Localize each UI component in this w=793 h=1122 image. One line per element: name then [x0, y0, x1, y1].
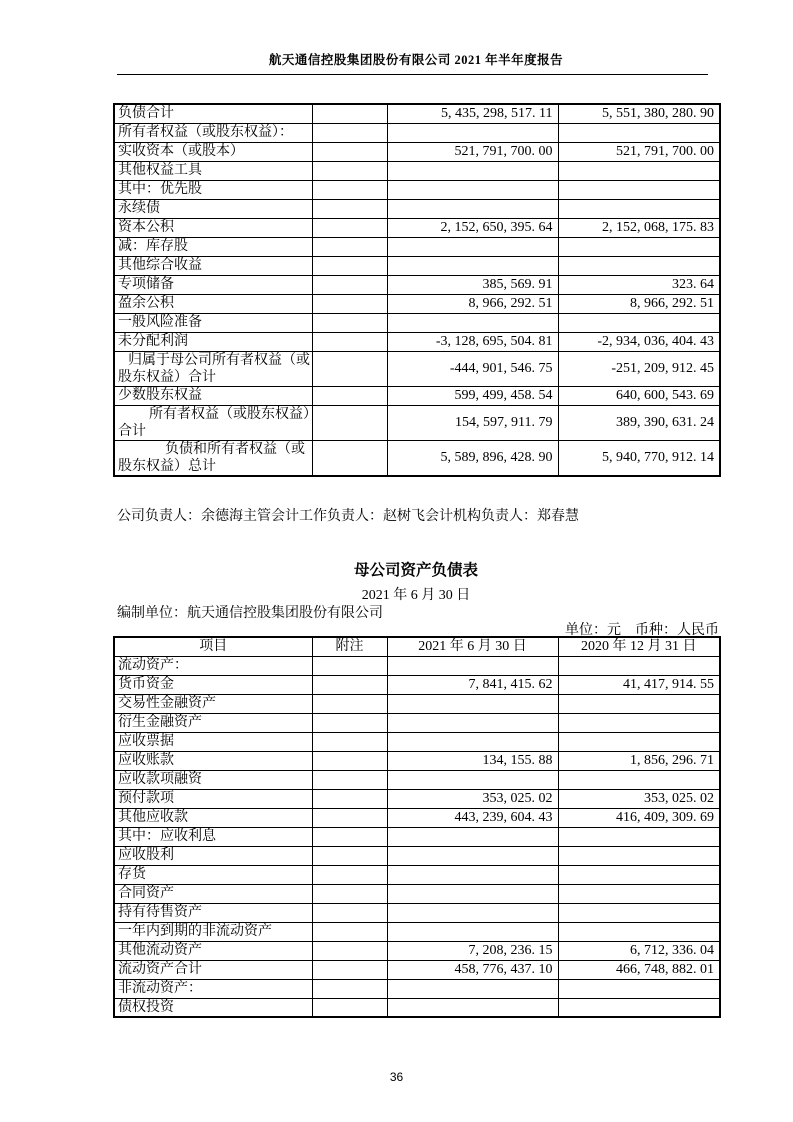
note-cell — [312, 675, 387, 694]
note-cell — [312, 142, 387, 161]
value-cell-current: 134, 155. 88 — [387, 751, 558, 770]
table-row — [114, 884, 720, 903]
value-cell-current: 7, 208, 236. 15 — [387, 941, 558, 960]
value-cell-current — [387, 161, 558, 180]
prepared-by-line: 编制单位：航天通信控股集团股份有限公司 — [117, 606, 383, 621]
value-cell-prior: 389, 390, 631. 24 — [558, 405, 720, 440]
value-cell-prior — [558, 827, 720, 846]
value-cell-prior: 41, 417, 914. 55 — [558, 675, 720, 694]
row-label: 专项储备 — [114, 275, 312, 294]
row-label: 未分配利润 — [114, 332, 312, 351]
table-row — [114, 237, 720, 256]
row-label: 其他流动资产 — [114, 941, 312, 960]
note-cell — [312, 751, 387, 770]
value-cell-current: -3, 128, 695, 504. 81 — [387, 332, 558, 351]
note-cell — [312, 256, 387, 275]
table-row — [114, 440, 720, 476]
note-cell — [312, 827, 387, 846]
value-cell-prior: 5, 551, 380, 280. 90 — [558, 104, 720, 123]
note-cell — [312, 998, 387, 1017]
note-cell — [312, 386, 387, 405]
row-label: 其他综合收益 — [114, 256, 312, 275]
table-header-row — [114, 637, 720, 656]
value-cell-prior — [558, 922, 720, 941]
note-cell — [312, 440, 387, 476]
table-row — [114, 827, 720, 846]
note-cell — [312, 656, 387, 675]
value-cell-prior — [558, 123, 720, 142]
row-label: 应收款项融资 — [114, 770, 312, 789]
table-row — [114, 675, 720, 694]
table-row — [114, 332, 720, 351]
table-row — [114, 922, 720, 941]
value-cell-current — [387, 732, 558, 751]
value-cell-prior: 6, 712, 336. 04 — [558, 941, 720, 960]
row-label: 非流动资产： — [114, 979, 312, 998]
value-cell-current — [387, 237, 558, 256]
value-cell-prior — [558, 161, 720, 180]
value-cell-current: 458, 776, 437. 10 — [387, 960, 558, 979]
signatories-line: 公司负责人：余德海主管会计工作负责人：赵树飞会计机构负责人：郑春慧 — [117, 509, 579, 524]
value-cell-prior: 8, 966, 292. 51 — [558, 294, 720, 313]
value-cell-current: 385, 569. 91 — [387, 275, 558, 294]
note-cell — [312, 770, 387, 789]
row-label: 资本公积 — [114, 218, 312, 237]
row-label: 存货 — [114, 865, 312, 884]
value-cell-current: 521, 791, 700. 00 — [387, 142, 558, 161]
note-cell — [312, 960, 387, 979]
page-number: 36 — [389, 1070, 404, 1084]
table-row — [114, 405, 720, 440]
value-cell-prior: 416, 409, 309. 69 — [558, 808, 720, 827]
value-cell-prior — [558, 237, 720, 256]
table-row — [114, 998, 720, 1017]
row-label: 实收资本（或股本） — [114, 142, 312, 161]
value-cell-prior — [558, 656, 720, 675]
note-cell — [312, 104, 387, 123]
note-cell — [312, 865, 387, 884]
value-cell-prior — [558, 199, 720, 218]
row-label: 盈余公积 — [114, 294, 312, 313]
value-cell-current: -444, 901, 546. 75 — [387, 351, 558, 386]
parent-balance-sheet-table — [113, 636, 721, 1018]
row-label: 其他应收款 — [114, 808, 312, 827]
note-cell — [312, 694, 387, 713]
value-cell-current — [387, 180, 558, 199]
value-cell-prior — [558, 979, 720, 998]
row-label: 应收账款 — [114, 751, 312, 770]
note-cell — [312, 713, 387, 732]
note-cell — [312, 123, 387, 142]
table-row — [114, 960, 720, 979]
row-label: 应收股利 — [114, 846, 312, 865]
value-cell-current: 7, 841, 415. 62 — [387, 675, 558, 694]
row-label: 负债合计 — [114, 104, 312, 123]
value-cell-current: 353, 025. 02 — [387, 789, 558, 808]
value-cell-current: 5, 589, 896, 428. 90 — [387, 440, 558, 476]
value-cell-current — [387, 979, 558, 998]
value-cell-current — [387, 199, 558, 218]
table-row — [114, 656, 720, 675]
value-cell-current: 599, 499, 458. 54 — [387, 386, 558, 405]
note-cell — [312, 405, 387, 440]
note-cell — [312, 161, 387, 180]
note-cell — [312, 884, 387, 903]
value-cell-prior: -251, 209, 912. 45 — [558, 351, 720, 386]
column-header-current: 2021 年 6 月 30 日 — [387, 637, 558, 656]
note-cell — [312, 808, 387, 827]
table-row — [114, 903, 720, 922]
row-label: 永续债 — [114, 199, 312, 218]
table-row — [114, 351, 720, 386]
row-label: 预付款项 — [114, 789, 312, 808]
value-cell-current — [387, 865, 558, 884]
report-header-title: 航天通信控股集团股份有限公司 2021 年半年度报告 — [268, 53, 564, 67]
table-row — [114, 313, 720, 332]
value-cell-prior: 323. 64 — [558, 275, 720, 294]
table-row — [114, 770, 720, 789]
value-cell-prior — [558, 770, 720, 789]
note-cell — [312, 332, 387, 351]
row-label: 合同资产 — [114, 884, 312, 903]
value-cell-prior: 353, 025. 02 — [558, 789, 720, 808]
table-row — [114, 180, 720, 199]
value-cell-prior: -2, 934, 036, 404. 43 — [558, 332, 720, 351]
note-cell — [312, 922, 387, 941]
note-cell — [312, 979, 387, 998]
table-row — [114, 142, 720, 161]
note-cell — [312, 846, 387, 865]
value-cell-current — [387, 313, 558, 332]
value-cell-prior: 521, 791, 700. 00 — [558, 142, 720, 161]
statement-title: 母公司资产负债表 — [353, 562, 478, 579]
row-label: 流动资产合计 — [114, 960, 312, 979]
table-row — [114, 865, 720, 884]
unit-currency-note: 单位：元 币种：人民币 — [565, 623, 719, 638]
table-row — [114, 789, 720, 808]
row-label: 其中：应收利息 — [114, 827, 312, 846]
value-cell-current — [387, 770, 558, 789]
row-label: 货币资金 — [114, 675, 312, 694]
value-cell-prior — [558, 313, 720, 332]
row-label: 流动资产： — [114, 656, 312, 675]
value-cell-current — [387, 123, 558, 142]
value-cell-current — [387, 922, 558, 941]
value-cell-prior: 640, 600, 543. 69 — [558, 386, 720, 405]
row-label: 交易性金融资产 — [114, 694, 312, 713]
table-row — [114, 694, 720, 713]
table-row — [114, 161, 720, 180]
note-cell — [312, 275, 387, 294]
value-cell-prior — [558, 180, 720, 199]
row-label: 所有者权益（或股东权益）合计 — [114, 405, 312, 440]
note-cell — [312, 313, 387, 332]
table-row — [114, 713, 720, 732]
table-row — [114, 846, 720, 865]
value-cell-prior: 5, 940, 770, 912. 14 — [558, 440, 720, 476]
row-label: 归属于母公司所有者权益（或股东权益）合计 — [114, 351, 312, 386]
note-cell — [312, 789, 387, 808]
value-cell-current — [387, 884, 558, 903]
value-cell-prior — [558, 846, 720, 865]
column-header-item: 项目 — [114, 637, 312, 656]
column-header-note: 附注 — [312, 637, 387, 656]
value-cell-current — [387, 256, 558, 275]
row-label: 债权投资 — [114, 998, 312, 1017]
table-row — [114, 386, 720, 405]
row-label: 负债和所有者权益（或股东权益）总计 — [114, 440, 312, 476]
row-label: 其中：优先股 — [114, 180, 312, 199]
value-cell-current: 443, 239, 604. 43 — [387, 808, 558, 827]
note-cell — [312, 199, 387, 218]
value-cell-current — [387, 827, 558, 846]
value-cell-prior — [558, 998, 720, 1017]
row-label: 其他权益工具 — [114, 161, 312, 180]
table-row — [114, 218, 720, 237]
table-row — [114, 256, 720, 275]
table-row — [114, 941, 720, 960]
value-cell-prior — [558, 865, 720, 884]
value-cell-prior — [558, 713, 720, 732]
note-cell — [312, 351, 387, 386]
row-label: 减：库存股 — [114, 237, 312, 256]
note-cell — [312, 218, 387, 237]
row-label: 持有待售资产 — [114, 903, 312, 922]
row-label: 应收票据 — [114, 732, 312, 751]
table-row — [114, 294, 720, 313]
value-cell-prior: 466, 748, 882. 01 — [558, 960, 720, 979]
table-row — [114, 123, 720, 142]
value-cell-prior — [558, 256, 720, 275]
value-cell-current — [387, 998, 558, 1017]
statement-date: 2021 年 6 月 30 日 — [361, 588, 471, 603]
consolidated-equity-table — [113, 103, 721, 477]
note-cell — [312, 294, 387, 313]
value-cell-prior: 1, 856, 296. 71 — [558, 751, 720, 770]
row-label: 衍生金融资产 — [114, 713, 312, 732]
value-cell-current — [387, 846, 558, 865]
table-row — [114, 199, 720, 218]
table-row — [114, 104, 720, 123]
note-cell — [312, 903, 387, 922]
row-label: 一年内到期的非流动资产 — [114, 922, 312, 941]
value-cell-current — [387, 656, 558, 675]
column-header-prior: 2020 年 12 月 31 日 — [558, 637, 720, 656]
value-cell-prior — [558, 732, 720, 751]
row-label: 少数股东权益 — [114, 386, 312, 405]
table-row — [114, 751, 720, 770]
value-cell-current: 2, 152, 650, 395. 64 — [387, 218, 558, 237]
row-label: 一般风险准备 — [114, 313, 312, 332]
value-cell-current — [387, 903, 558, 922]
note-cell — [312, 180, 387, 199]
value-cell-prior — [558, 884, 720, 903]
note-cell — [312, 732, 387, 751]
value-cell-current: 5, 435, 298, 517. 11 — [387, 104, 558, 123]
header-rule — [117, 74, 708, 75]
value-cell-current: 154, 597, 911. 79 — [387, 405, 558, 440]
value-cell-prior — [558, 694, 720, 713]
value-cell-prior — [558, 903, 720, 922]
table-row — [114, 275, 720, 294]
value-cell-current — [387, 694, 558, 713]
row-label: 所有者权益（或股东权益）： — [114, 123, 312, 142]
value-cell-current: 8, 966, 292. 51 — [387, 294, 558, 313]
table-row — [114, 732, 720, 751]
table-row — [114, 979, 720, 998]
table-row — [114, 808, 720, 827]
value-cell-current — [387, 713, 558, 732]
value-cell-prior: 2, 152, 068, 175. 83 — [558, 218, 720, 237]
note-cell — [312, 941, 387, 960]
note-cell — [312, 237, 387, 256]
